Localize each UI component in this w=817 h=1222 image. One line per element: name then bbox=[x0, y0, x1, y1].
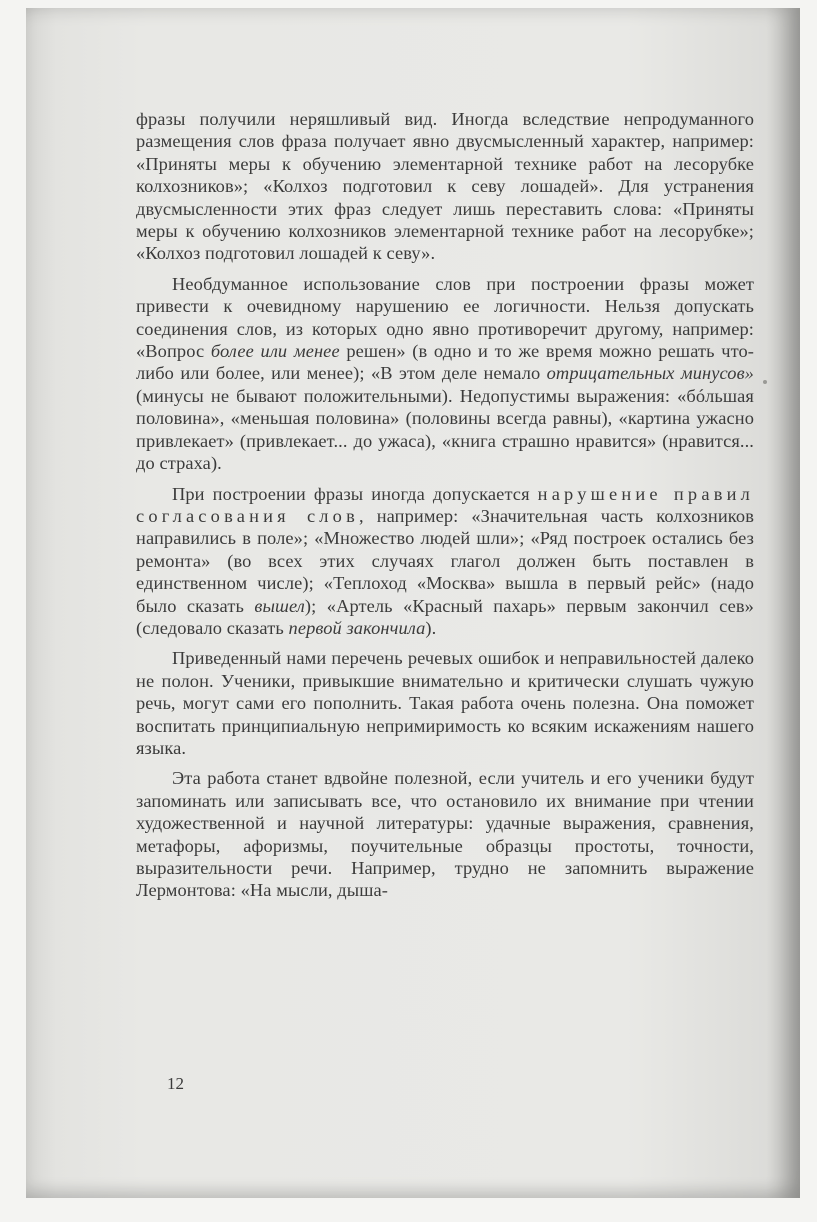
italic-emphasis: первой закончила bbox=[288, 617, 426, 638]
text-run: ); «Артель «Красный пахарь» первым закончил сев» (следовало сказать bbox=[136, 595, 754, 638]
italic-emphasis: отрицательных минусов» bbox=[546, 363, 754, 384]
paragraph bbox=[136, 767, 754, 901]
text-run: решен» (в одно и то же время можно решать что-либо или более, или менее); «В этом деле немало bbox=[136, 341, 754, 384]
paragraph bbox=[136, 273, 754, 475]
text-run: Эта работа станет вдвойне полезной, если учитель и его ученики будут запоминать или записывать все, что остановило их внимание при чтении художественной и научной литературы: удачные выражения, сравнения, метафоры, афоризмы, поучительные образцы простоты, точности, выразительности речи. Например, трудно не запомнить выражение Лермонтова: «На мысли, дыша- bbox=[136, 768, 754, 901]
paragraph bbox=[136, 108, 754, 265]
paragraph bbox=[136, 647, 754, 759]
dust-speck bbox=[763, 380, 767, 384]
text-run: Необдуманное использование слов при построении фразы может привести к очевидному нарушению ее логичности. Нельзя допускать соединения слов, из которых одно явно противоречит другому, например: «Вопрос bbox=[136, 273, 754, 362]
page-number: 12 bbox=[167, 1074, 184, 1093]
text-run: , например: «Значительная часть колхозников направились в поле»; «Множество людей шли»; «Ряд построек остались без ремонта» (во всех этих случаях глагол должен быть поставлен в единственном числе); «Теплоход «Москва» вышла в первый рейс» (надо было сказать bbox=[136, 505, 754, 616]
text-run: ). bbox=[425, 617, 437, 638]
page-body-text bbox=[136, 108, 754, 910]
italic-emphasis: вышел bbox=[254, 595, 305, 616]
text-run: Приведенный нами перечень речевых ошибок и неправильностей далеко не полон. Ученики, привыкшие внимательно и критически слушать чужую речь, могут сами его пополнить. Такая работа очень полезна. Она поможет воспитать принципиальную непримиримость ко всяким искажениям нашего языка. bbox=[136, 648, 754, 758]
italic-emphasis: более или менее bbox=[210, 341, 340, 362]
text-run: фразы получили неряшливый вид. Иногда вследствие непродуманного размещения слов фраза получает явно двусмысленный характер, например: «Приняты меры к обучению элементарной технике работ на лесорубке колхозников»; «Колхоз подготовил к севу лошадей». Для устранения двусмысленности этих фраз следует лишь переставить слова: «Приняты меры к обучению колхозников элементарной технике работ на лесорубке»; «Колхоз подготовил лошадей к севу». bbox=[136, 109, 754, 264]
paragraph bbox=[136, 483, 754, 640]
text-run: (минусы не бывают положительными). Недопустимы выражения: «бóльшая половина», «меньшая половина» (половины всегда равны), «картина ужасно привлекает» (привлекает... до ужаса), «книга страшно нравится» (нравится... до страха). bbox=[136, 385, 754, 474]
text-run: При построении фразы иногда допускается bbox=[172, 483, 538, 504]
spaced-emphasis: нарушение правил согласования слов bbox=[136, 483, 754, 526]
